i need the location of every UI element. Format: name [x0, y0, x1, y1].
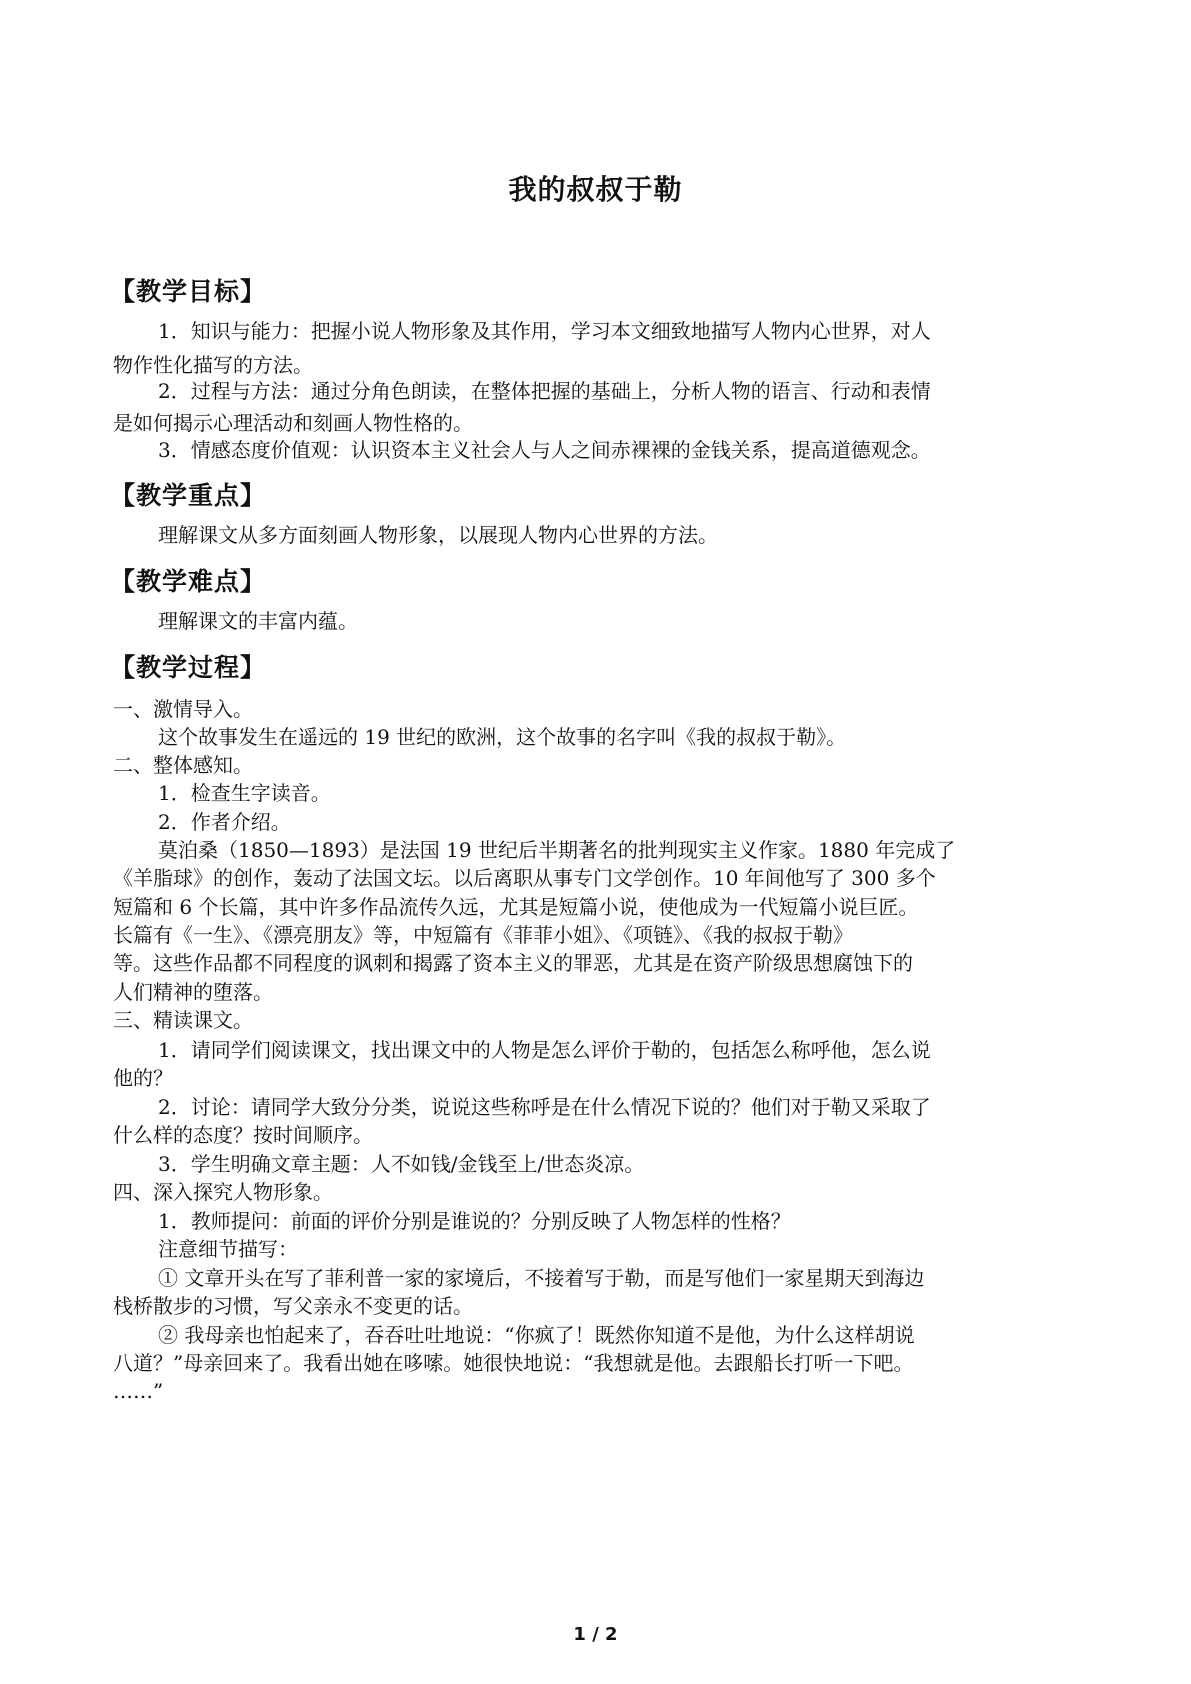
process-step-2-heading: 二、整体感知。: [113, 753, 253, 777]
process-step-3-item-2-line-2: 什么样的态度？按时间顺序。: [113, 1123, 373, 1147]
process-step-1-text: 这个故事发生在遥远的 19 世纪的欧洲，这个故事的名字叫《我的叔叔于勒》。: [158, 725, 847, 749]
heading-difficulties: 【教学难点】: [110, 567, 267, 596]
detail-2-line-2: 八道？”母亲回来了。我看出她在哆嗦。她很快地说：“我想就是他。去跟船长打听一下吧。: [113, 1351, 914, 1375]
detail-2-line-3: ……”: [113, 1379, 164, 1403]
author-intro-line-3: 短篇和 6 个长篇，其中许多作品流传久远，尤其是短篇小说，使他成为一代短篇小说巨匠。: [113, 895, 919, 919]
detail-1-line-1: ① 文章开头在写了菲利普一家的家境后，不接着写于勒，而是写他们一家星期天到海边: [158, 1266, 925, 1290]
process-step-3-item-3: 3．学生明确文章主题：人不如钱/金钱至上/世态炎凉。: [158, 1152, 645, 1176]
author-intro-line-4: 长篇有《一生》、《漂亮朋友》等，中短篇有《菲菲小姐》、《项链》、《我的叔叔于勒》: [113, 923, 853, 947]
heading-teaching-process: 【教学过程】: [110, 653, 267, 682]
process-step-3-item-1-line-1: 1．请同学们阅读课文，找出课文中的人物是怎么评价于勒的，包括怎么称呼他，怎么说: [158, 1038, 931, 1062]
objective-2-line-2: 是如何揭示心理活动和刻画人物性格的。: [113, 411, 473, 435]
author-intro-line-1: 莫泊桑（1850—1893）是法国 19 世纪后半期著名的批判现实主义作家。1880 年完成了: [158, 838, 956, 862]
detail-2-line-1: ② 我母亲也怕起来了，吞吞吐吐地说：“你疯了！既然你知道不是他，为什么这样胡说: [158, 1323, 915, 1347]
author-intro-line-5: 等。这些作品都不同程度的讽刺和揭露了资本主义的罪恶，尤其是在资产阶级思想腐蚀下的: [113, 951, 913, 975]
heading-key-points: 【教学重点】: [110, 481, 267, 510]
key-points-text: 理解课文从多方面刻画人物形象，以展现人物内心世界的方法。: [158, 523, 718, 547]
author-intro-line-6: 人们精神的堕落。: [113, 980, 273, 1004]
detail-1-line-2: 栈桥散步的习惯，写父亲永不变更的话。: [113, 1294, 473, 1318]
detail-note: 注意细节描写：: [158, 1237, 298, 1261]
author-intro-line-2: 《羊脂球》的创作，轰动了法国文坛。以后离职从事专门文学创作。10 年间他写了 300 多个: [113, 866, 936, 890]
process-step-1-heading: 一、激情导入。: [113, 697, 253, 721]
process-step-2-item-2: 2．作者介绍。: [158, 810, 291, 834]
difficulties-text: 理解课文的丰富内蕴。: [158, 609, 358, 633]
objective-3: 3．情感态度价值观：认识资本主义社会人与人之间赤裸裸的金钱关系，提高道德观念。: [158, 438, 931, 462]
objective-2-line-1: 2．过程与方法：通过分角色朗读，在整体把握的基础上，分析人物的语言、行动和表情: [158, 379, 931, 403]
objective-1-line-1: 1．知识与能力：把握小说人物形象及其作用，学习本文细致地描写人物内心世界，对人: [158, 319, 931, 343]
process-step-3-heading: 三、精读课文。: [113, 1008, 253, 1032]
heading-teaching-objectives: 【教学目标】: [110, 277, 267, 306]
process-step-3-item-2-line-1: 2．讨论：请同学大致分分类，说说这些称呼是在什么情况下说的？他们对于勒又采取了: [158, 1095, 931, 1119]
objective-1-line-2: 物作性化描写的方法。: [113, 353, 313, 377]
process-step-4-heading: 四、深入探究人物形象。: [113, 1180, 333, 1204]
process-step-2-item-1: 1．检查生字读音。: [158, 781, 331, 805]
process-step-4-item-1: 1．教师提问：前面的评价分别是谁说的？分别反映了人物怎样的性格？: [158, 1209, 791, 1233]
page-number: 1 / 2: [573, 1624, 618, 1645]
process-step-3-item-1-line-2: 他的？: [113, 1066, 173, 1090]
document-title: 我的叔叔于勒: [508, 173, 683, 206]
